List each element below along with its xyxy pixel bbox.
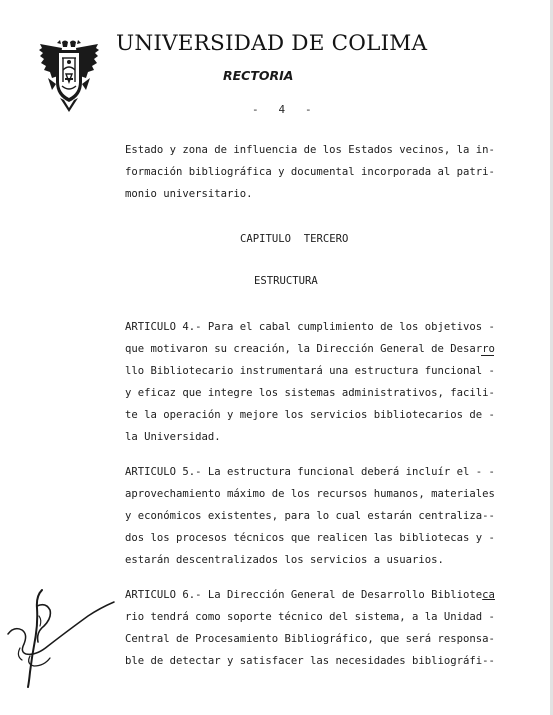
- article-6-line-underlined: ca: [482, 589, 495, 601]
- article-4-line: que motivaron su creación, la Dirección General de Desarro: [125, 343, 495, 355]
- article-4-line: la Universidad.: [125, 431, 221, 443]
- article-6-line: rio tendrá como soporte técnico del sistema, a la Unidad -: [125, 611, 495, 623]
- article-5-line: dos los procesos técnicos que realicen las bibliotecas y -: [125, 532, 495, 544]
- chapter-subtitle: ESTRUCTURA: [254, 275, 318, 287]
- scan-edge-shadow: [547, 0, 553, 715]
- article-6-line: ble de detectar y satisfacer las necesidades bibliográfi--: [125, 655, 495, 667]
- page-number: - 4 -: [252, 103, 312, 116]
- article-5-line: estarán descentralizados los servicios a usuarios.: [125, 554, 444, 566]
- article-4-line: te la operación y mejore los servicios bibliotecarios de -: [125, 409, 495, 421]
- article-4-line: y eficaz que integre los sistemas administrativos, facili-: [125, 387, 495, 399]
- office-subtitle: RECTORIA: [223, 68, 294, 83]
- institution-title: UNIVERSIDAD DE COLIMA: [116, 31, 428, 56]
- article-5-line: ARTICULO 5.- La estructura funcional deberá incluír el - -: [125, 466, 495, 478]
- article-4-line: ARTICULO 4.- Para el cabal cumplimiento de los objetivos -: [125, 321, 495, 333]
- article-6-line: [125, 588, 495, 602]
- underline-mark: [481, 355, 494, 356]
- article-4-line: llo Bibliotecario instrumentará una estructura funcional -: [125, 365, 495, 377]
- article-5-line: aprovechamiento máximo de los recursos humanos, materiales: [125, 488, 495, 500]
- eagle-crest-icon: [38, 38, 100, 112]
- article-6-line-main: ARTICULO 6.- La Dirección General de Desarrollo Bibliote: [125, 589, 483, 601]
- chapter-title: CAPITULO TERCERO: [240, 233, 349, 245]
- handwritten-signature-icon: [6, 586, 116, 691]
- intro-line: Estado y zona de influencia de los Estados vecinos, la in-: [125, 144, 495, 156]
- intro-line: monio universitario.: [125, 188, 253, 200]
- article-5-line: y económicos existentes, para lo cual estarán centraliza--: [125, 510, 495, 522]
- article-6-line: Central de Procesamiento Bibliográfico, que será responsa-: [125, 633, 495, 645]
- intro-line: formación bibliográfica y documental incorporada al patri-: [125, 166, 495, 178]
